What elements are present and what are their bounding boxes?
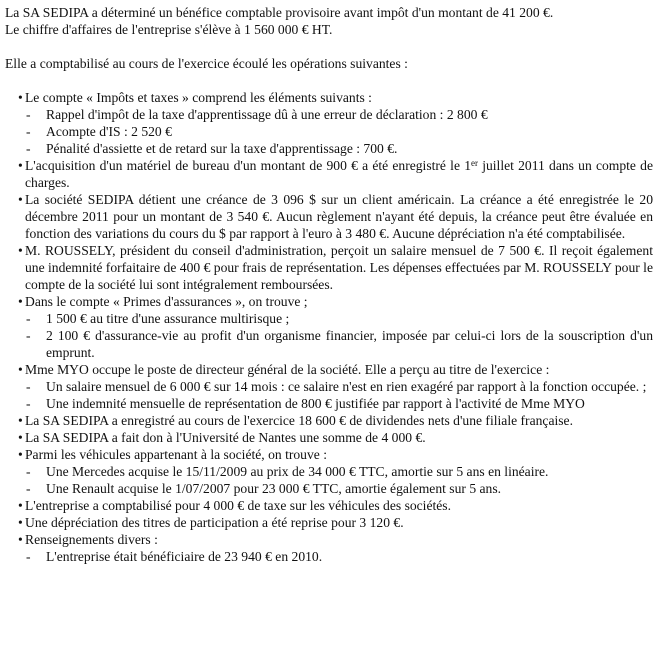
bullet-icon: • — [18, 430, 23, 445]
item-text: Mme MYO occupe le poste de directeur général de la société. Elle a perçu au titre de l'exercice : — [25, 362, 550, 377]
item-text: Parmi les véhicules appartenant à la société, on trouve : — [25, 447, 327, 462]
sub-item-text: Acompte d'IS : 2 520 € — [46, 124, 172, 139]
dash-icon: - — [26, 328, 31, 343]
sub-item — [5, 463, 653, 480]
sub-item — [5, 548, 653, 565]
bullet-icon: • — [18, 158, 23, 173]
list-item-donation — [5, 429, 653, 446]
sub-item — [5, 310, 653, 327]
sub-item — [5, 395, 653, 412]
item-text-continued: juillet 2011 dans un compte de charges. — [25, 158, 653, 190]
sub-item-text: Une Mercedes acquise le 15/11/2009 au prix de 34 000 € TTC, amortie sur 5 ans en linéaire. — [46, 464, 549, 479]
bullet-icon: • — [18, 532, 23, 547]
sub-item — [5, 106, 653, 123]
item-text: Renseignements divers : — [25, 532, 158, 547]
dash-icon: - — [26, 396, 31, 411]
dash-icon: - — [26, 311, 31, 326]
dash-icon: - — [26, 464, 31, 479]
bullet-icon: • — [18, 243, 23, 258]
list-item-roussely — [5, 242, 653, 293]
sub-item — [5, 140, 653, 157]
dash-icon: - — [26, 379, 31, 394]
sub-item-text: Une Renault acquise le 1/07/2007 pour 23 000 € TTC, amortie également sur 5 ans. — [46, 481, 502, 496]
spacer — [5, 38, 653, 55]
item-text: L'entreprise a comptabilisé pour 4 000 € de taxe sur les véhicules des sociétés. — [25, 498, 451, 513]
sub-item-text: 1 500 € au titre d'une assurance multirisque ; — [46, 311, 290, 326]
sub-item — [5, 327, 653, 361]
sub-item-text: 2 100 € d'assurance-vie au profit d'un organisme financier, imposée par celui-ci lors de la souscription d'un emprunt. — [46, 328, 653, 360]
item-text: La SA SEDIPA a enregistré au cours de l'exercice 18 600 € de dividendes nets d'une filiale française. — [25, 413, 573, 428]
sub-item-text: Rappel d'impôt de la taxe d'apprentissage dû à une erreur de déclaration : 2 800 € — [46, 107, 488, 122]
sub-item — [5, 480, 653, 497]
item-text: Le compte « Impôts et taxes » comprend les éléments suivants : — [25, 90, 372, 105]
bullet-icon: • — [18, 498, 23, 513]
item-text: La société SEDIPA détient une créance de 3 096 $ sur un client américain. La créance a été enregistrée le 20 décembre 2011 pour un montant de 3 540 €. Aucun règlement n'ayant été depuis, la créance peut être évaluée en fonction des variations du cours du $ par rapport à l'euro à 3 480 €. Aucune dépréciation n'a été comptabilisée. — [25, 192, 653, 241]
list-item-taxes — [5, 89, 653, 106]
sub-item-text: Une indemnité mensuelle de représentation de 800 € justifiée par rapport à l'activité de Mme MYO — [46, 396, 585, 411]
dash-icon: - — [26, 107, 31, 122]
list-item-office-equipment — [5, 157, 653, 191]
item-text: M. ROUSSELY, président du conseil d'administration, perçoit un salaire mensuel de 7 500 €. Il reçoit également une indemnité forfaitaire de 400 € pour frais de représentation. Les dépenses effectuées par M. ROUSSELY pour le compte de la société lui sont intégralement remboursées. — [25, 243, 653, 292]
item-text: L'acquisition d'un matériel de bureau d'un montant de 900 € a été enregistré le 1 — [25, 158, 471, 173]
intro-line-operations: Elle a comptabilisé au cours de l'exercice écoulé les opérations suivantes : — [5, 56, 408, 71]
sub-item-text: L'entreprise était bénéficiaire de 23 940 € en 2010. — [46, 549, 323, 564]
list-item-receivable — [5, 191, 653, 242]
spacer — [5, 72, 653, 89]
superscript: er — [471, 158, 478, 168]
dash-icon: - — [26, 481, 31, 496]
sub-item — [5, 378, 653, 395]
dash-icon: - — [26, 549, 31, 564]
dash-icon: - — [26, 141, 31, 156]
bullet-icon: • — [18, 90, 23, 105]
document-page — [5, 4, 653, 565]
sub-item — [5, 123, 653, 140]
intro-line-profit: La SA SEDIPA a déterminé un bénéfice comptable provisoire avant impôt d'un montant de 41 200 €. — [5, 5, 554, 20]
bullet-icon: • — [18, 294, 23, 309]
list-item-vehicles — [5, 446, 653, 463]
bullet-icon: • — [18, 413, 23, 428]
sub-item-text: Un salaire mensuel de 6 000 € sur 14 mois : ce salaire n'est en rien exagéré par rapport à la fonction occupée. ; — [46, 379, 647, 394]
intro-line-revenue: Le chiffre d'affaires de l'entreprise s'élève à 1 560 000 € HT. — [5, 22, 333, 37]
bullet-icon: • — [18, 515, 23, 530]
sub-item-text: Pénalité d'assiette et de retard sur la taxe d'apprentissage : 700 €. — [46, 141, 398, 156]
dash-icon: - — [26, 124, 31, 139]
list-item-misc-info — [5, 531, 653, 548]
list-item-impairment — [5, 514, 653, 531]
bullet-icon: • — [18, 447, 23, 462]
list-item-myo — [5, 361, 653, 378]
item-text: La SA SEDIPA a fait don à l'Université de Nantes une somme de 4 000 €. — [25, 430, 426, 445]
list-item-insurance — [5, 293, 653, 310]
list-item-dividends — [5, 412, 653, 429]
item-text: Une dépréciation des titres de participation a été reprise pour 3 120 €. — [25, 515, 404, 530]
list-item-vehicle-tax — [5, 497, 653, 514]
bullet-icon: • — [18, 362, 23, 377]
item-text: Dans le compte « Primes d'assurances », on trouve ; — [25, 294, 308, 309]
bullet-icon: • — [18, 192, 23, 207]
